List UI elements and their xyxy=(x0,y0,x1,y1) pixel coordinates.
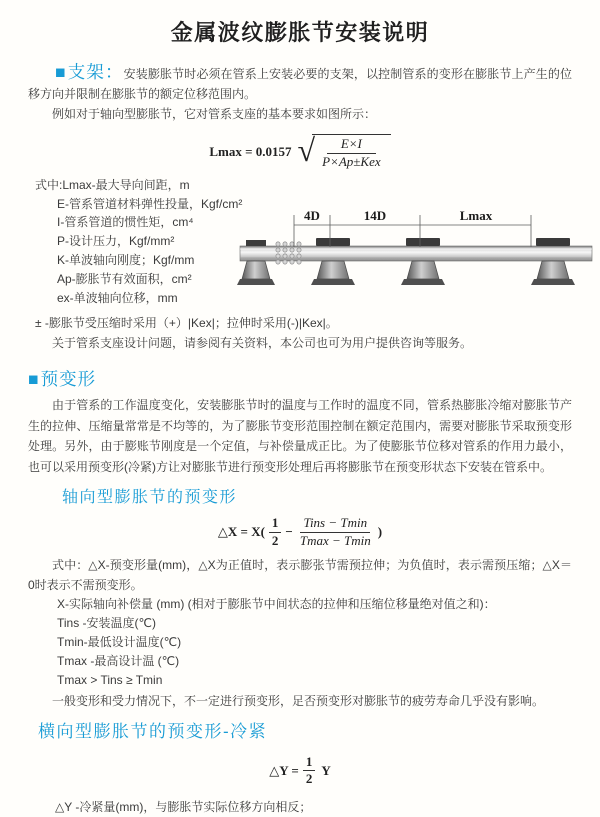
dimension-label-14d: 14D xyxy=(363,208,387,223)
axial-definition-line: Tmax > Tins ≥ Tmin xyxy=(57,673,163,688)
axial-formula-lhs: △X = X( xyxy=(217,524,265,540)
lateral-note: △Y -冷紧量(mm)，与膨胀节实际位移方向相反； xyxy=(55,799,312,814)
temperature-fraction xyxy=(297,516,374,548)
radical-icon: √ xyxy=(297,132,316,168)
support-example-line: 例如对于轴向型膨胀节，它对管系支座的基本要求如图所示： xyxy=(52,107,377,121)
pipe-support xyxy=(311,238,355,285)
lmax-formula-lhs: Lmax = 0.0157 xyxy=(209,143,292,159)
definition-line: E-管系管道材料弹性投量，Kgf/cm² xyxy=(57,196,243,211)
minus-operator: − xyxy=(285,524,293,540)
support-intro-text: 安装膨胀节时必须在管系上安装必要的支架，以控制管系的变形在膨胀节上产生的位移方向并限制在膨胀节的额定位移范围内。 xyxy=(28,67,572,101)
definition-line: I-管系管道的惯性矩，cm⁴ xyxy=(57,215,194,230)
definition-line: P-设计压力，Kgf/mm² xyxy=(57,234,175,249)
definition-line: Ap-膨胀节有效面积，cm² xyxy=(57,271,192,286)
definition-line: 式中:Lmax-最大导向间距，m xyxy=(35,177,190,192)
axial-definition-line: Tins -安装温度(℃) xyxy=(57,616,157,631)
pipe-support-diagram xyxy=(238,207,596,304)
axial-subheading: 轴向型膨胀节的预变形 xyxy=(62,489,238,507)
dimension-label-lmax: Lmax xyxy=(459,208,493,223)
page-title: 金属波纹膨胀节安装说明 xyxy=(170,20,430,45)
document-page xyxy=(0,16,600,814)
fraction-numerator: 1 xyxy=(303,755,316,771)
fraction-denominator: Tmax − Tmin xyxy=(299,532,371,548)
one-half-fraction xyxy=(303,755,316,787)
fraction-numerator: 1 xyxy=(269,516,282,532)
fraction-denominator: 2 xyxy=(305,771,313,787)
axial-definitions-list xyxy=(57,595,572,690)
close-paren: ) xyxy=(377,524,383,540)
consult-note: 关于管系支座设计问题，请参阅有关资料，本公司也可为用户提供咨询等服务。 xyxy=(52,336,473,351)
axial-definition-line: Tmin-最低设计温度(℃) xyxy=(57,635,182,650)
predeform-heading-label: 预变形 xyxy=(40,369,97,390)
fraction-numerator: Tins − Tmin xyxy=(300,516,370,532)
section-support-heading xyxy=(55,62,124,82)
lateral-subheading: 横向型膨胀节的预变形-冷紧 xyxy=(38,722,268,742)
section-predeform-heading xyxy=(28,366,572,391)
fraction-denominator: 2 xyxy=(271,532,279,548)
axial-formula xyxy=(0,516,600,548)
plus-minus-note: ± -膨胀节受压缩时采用（+）|Kex|；拉伸时采用(-)|Kex|。 xyxy=(35,316,338,331)
lmax-formula xyxy=(0,134,600,170)
axial-definition-line: Tmax -最高设计温 (℃) xyxy=(57,654,180,669)
lateral-formula xyxy=(0,755,600,787)
pipe-support xyxy=(531,238,575,285)
sqrt-fraction xyxy=(312,134,391,170)
section-marker-icon: ■ xyxy=(28,369,40,390)
definition-line: K-单波轴向刚度；Kgf/mm xyxy=(57,253,195,268)
axial-explain-paragraph: 式中：△X-预变形量(mm)，△X为正值时，表示膨张节需预拉伸；为负值时，表示需预压缩；△X＝0时表示不需预变形。 xyxy=(28,558,572,593)
lmax-formula-denominator: P×Ap±Kex xyxy=(322,153,381,169)
sqrt-expression xyxy=(298,134,391,170)
dimension-label-4d: 4D xyxy=(304,208,320,223)
pipe-support xyxy=(401,238,445,285)
lateral-formula-lhs: △Y = xyxy=(269,762,299,778)
section-marker-icon: ■ xyxy=(55,62,67,82)
axial-definition-line: X-实际轴向补偿量 (mm) (相对于膨胀节中间状态的拉伸和压缩位移量绝对值之和)： xyxy=(57,597,496,612)
axial-note: 一般变形和受力情况下，不一定进行预变形，足否预变形对膨胀节的疲劳寿命几乎没有影响。 xyxy=(52,694,545,709)
definition-line: ex-单波轴向位移，mm xyxy=(57,290,178,305)
one-half-fraction xyxy=(269,516,282,548)
predeform-paragraph: 由于管系的工作温度变化，安装膨胀节时的温度与工作时的温度不同，管系热膨胀冷缩对膨胀节产生的拉伸、压缩量常常是不均等的，为了膨胀节变形范围控制在额定范围内，需要对膨胀节采取预变形处理。另外，由于膨账节刚度是一个定值，与补偿量成正比。为了使膨胀节位移对管系的作用力最小，也可以采用预变形(冷紧)方让对膨胀节进行预变形处理后再将膨胀节在预变形状态下安装在管系中。 xyxy=(28,398,572,474)
lmax-formula-numerator: E×I xyxy=(327,137,376,154)
support-intro-paragraph xyxy=(28,62,572,104)
support-heading-label: 支架： xyxy=(67,62,124,82)
lateral-formula-rhs: Y xyxy=(321,762,331,778)
